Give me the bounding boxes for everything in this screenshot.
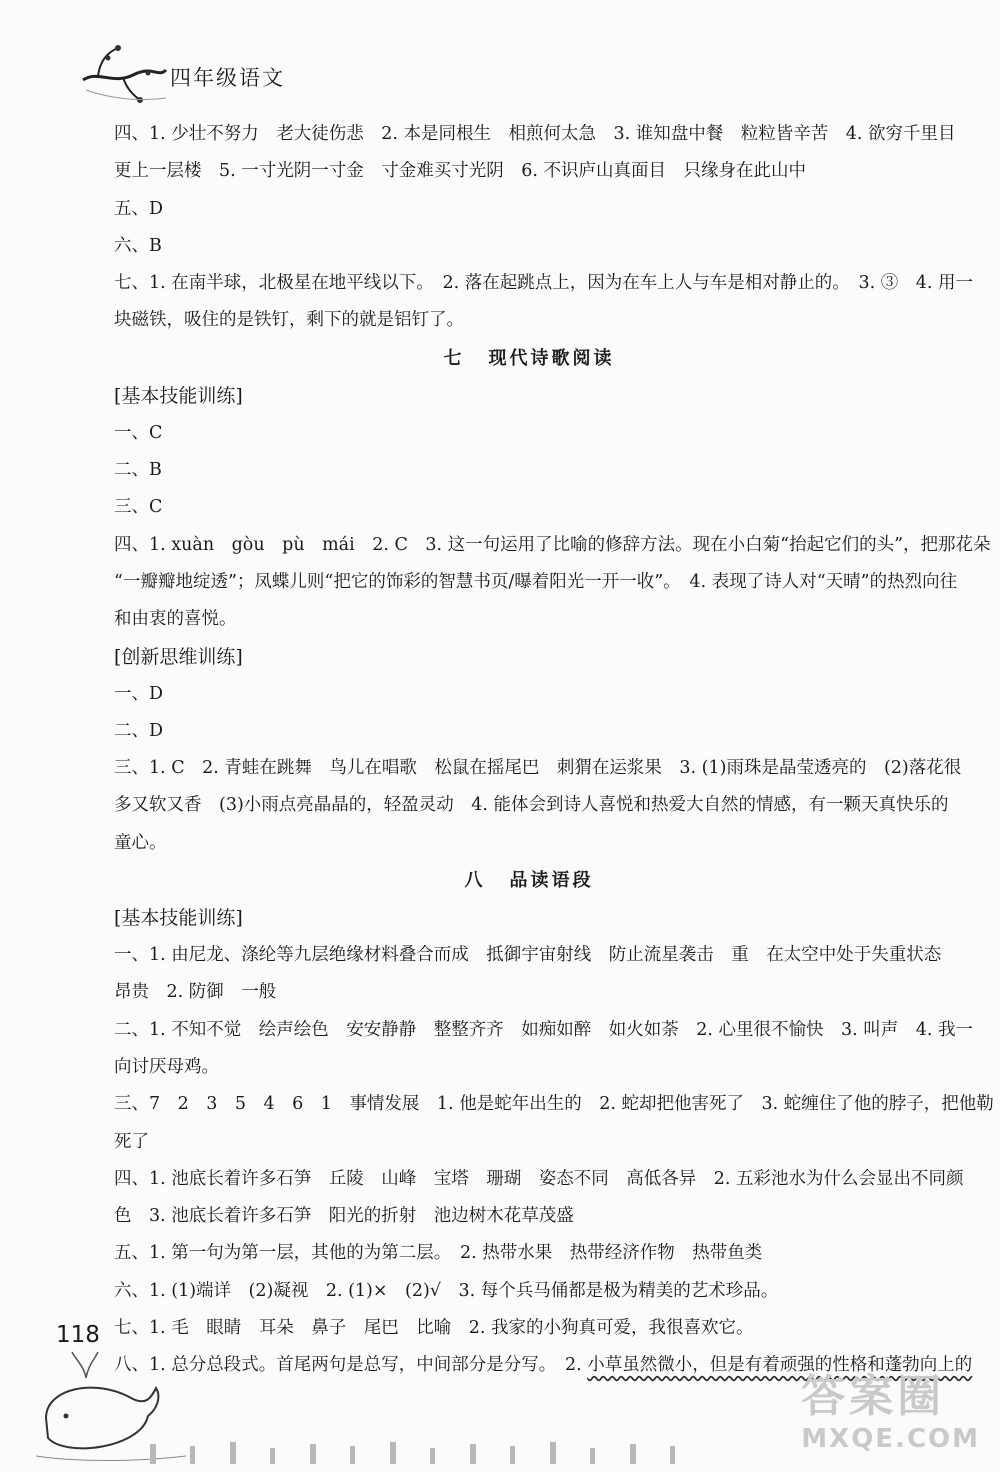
- answer-line: 二、D: [114, 720, 164, 741]
- answer-line: 七、1. 在南半球，北极星在地平线以下。 2. 落在起跳点上，因为在车上人与车是相对静止的。 3. ③ 4. 用一: [114, 273, 974, 294]
- answer-line: 二、B: [114, 460, 162, 481]
- underlined-answer: 小草虽然微小，但是有着顽强的性格和蓬勃向上的: [587, 1355, 973, 1376]
- answer-line: 向讨厌母鸡。: [114, 1056, 219, 1077]
- subsection-label: [基本技能训练]: [114, 907, 243, 930]
- answer-line: 一、D: [114, 683, 164, 704]
- section-title: [114, 340, 944, 378]
- answer-line: 更上一层楼 5. 一寸光阴一寸金 寸金难买寸光阴 6. 不识庐山真面目 只缘身在此山中: [114, 161, 807, 182]
- watermark: [801, 1360, 980, 1454]
- answer-line: 四、1. 少壮不努力 老大徒伤悲 2. 本是同根生 相煎何太急 3. 谁知盘中餐 粒粒皆辛苦 4. 欲穷千里目: [114, 124, 956, 144]
- answer-line: 和由衷的喜悦。: [114, 609, 237, 630]
- answer-line: 六、B: [114, 235, 162, 256]
- answer-line: 五、1. 第一句为第一层，其他的为第二层。 2. 热带水果 热带经济作物 热带鱼类: [114, 1243, 763, 1264]
- answer-line: 色 3. 池底长着许多石笋 阳光的折射 池边树木花草茂盛: [114, 1206, 574, 1227]
- answer-line: “一瓣瓣地绽透”；凤蝶儿则“把它的饰彩的智慧书页/曝着阳光一开一收”。 4. 表现了诗人对“天晴”的热烈向往: [114, 571, 958, 592]
- answer-line: 块磁铁，吸住的是铁钉，剩下的就是铝钉了。: [114, 310, 464, 331]
- answer-line: 五、D: [114, 198, 164, 219]
- answer-line: 童心。: [114, 832, 167, 853]
- answer-line: 二、1. 不知不觉 绘声绘色 安安静静 整整齐齐 如痴如醉 如火如荼 2. 心里很不愉快 3. 叫声 4. 我一: [114, 1019, 974, 1040]
- answer-content: [114, 116, 994, 1385]
- header-title: 四年级语文: [170, 66, 285, 90]
- answer-line: 七、1. 毛 眼睛 耳朵 鼻子 尾巴 比喻 2. 我家的小狗真可爱，我很喜欢它。: [114, 1318, 754, 1339]
- subsection-label: [创新思维训练]: [114, 645, 243, 668]
- section-title: [114, 862, 944, 900]
- section-number: 七: [443, 347, 465, 369]
- section-name: 现代诗歌阅读: [488, 347, 615, 369]
- watermark-url: MXQE.COM: [801, 1424, 980, 1454]
- answer-text: 八、1. 总分总段式。首尾两句是总写，中间部分是分写。 2.: [114, 1355, 588, 1376]
- page-number: 118: [56, 1322, 100, 1348]
- answer-line: 一、C: [114, 422, 163, 443]
- answer-line: 六、1. (1)端详 (2)凝视 2. (1)× (2)√ 3. 每个兵马俑都是极为精美的艺术珍品。: [114, 1280, 779, 1301]
- answer-line: 三、7 2 3 5 4 6 1 事情发展 1. 他是蛇年出生的 2. 蛇却把他害死了 3. 蛇缠住了他的脖子，把他勒: [114, 1094, 994, 1115]
- page-header: [78, 40, 378, 110]
- answer-line: 多又软又香 (3)小雨点亮晶晶的，轻盈灵动 4. 能体会到诗人喜悦和热爱大自然的情感，有一颗天真快乐的: [114, 795, 949, 816]
- plum-branch-icon: [78, 40, 168, 110]
- answer-line: 一、1. 由尼龙、涤纶等九层绝缘材料叠合而成 抵御宇宙射线 防止流星袭击 重 在太空中处于失重状态: [114, 945, 942, 966]
- section-name: 品读语段: [509, 870, 594, 892]
- answer-line: 死了: [114, 1131, 149, 1152]
- section-number: 八: [464, 870, 486, 892]
- watermark-logo-text: 答案圈: [801, 1371, 946, 1422]
- answer-line: 四、1. xuàn gòu pù mái 2. C 3. 这一句运用了比喻的修辞方法。现在小白菊“抬起它们的头”，把那花朵: [114, 534, 991, 555]
- subsection-label: [基本技能训练]: [114, 384, 243, 407]
- answer-line: 四、1. 池底长着许多石笋 丘陵 山峰 宝塔 珊瑚 姿态不同 高低各异 2. 五彩池水为什么会显出不同颜: [114, 1168, 964, 1189]
- answer-line: 昂贵 2. 防御 一般: [114, 982, 277, 1003]
- answer-line: 三、C: [114, 497, 163, 518]
- answer-line: 三、1. C 2. 青蛙在跳舞 鸟儿在唱歌 松鼠在摇尾巴 刺猬在运浆果 3. (1)雨珠是晶莹透亮的 (2)落花很: [114, 758, 962, 779]
